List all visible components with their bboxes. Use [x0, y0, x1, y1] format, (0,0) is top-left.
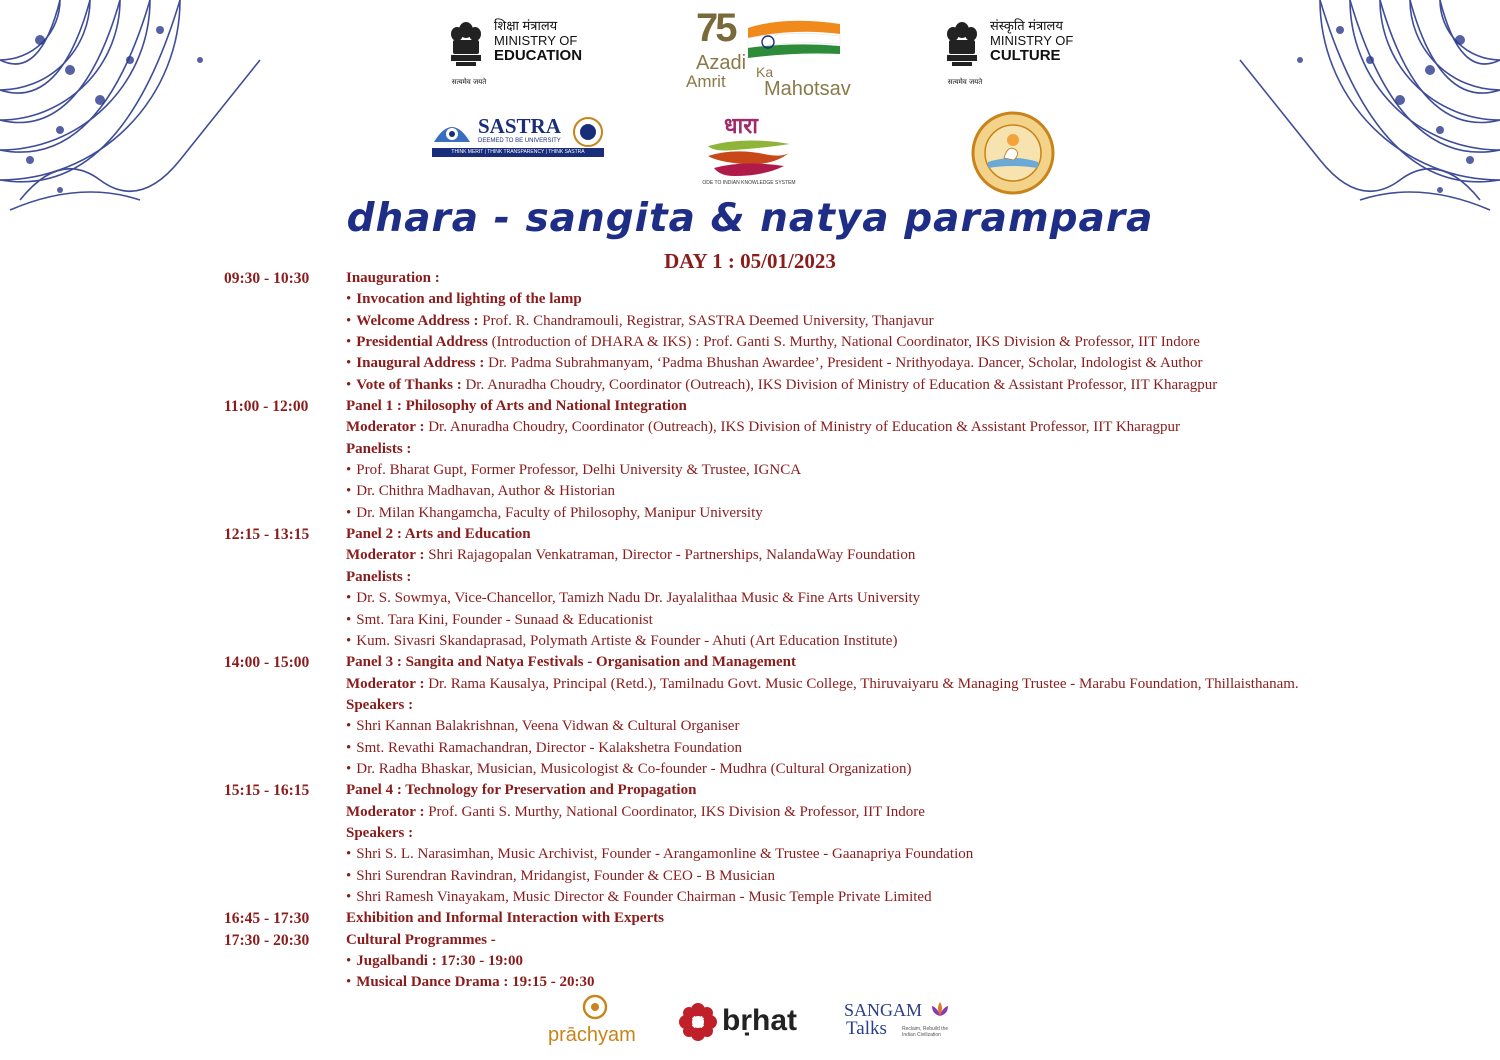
ministry-line1: MINISTRY OF: [494, 33, 578, 48]
dhara-logo: [696, 106, 802, 194]
schedule-row: [224, 652, 1474, 673]
schedule-line: [346, 524, 531, 545]
schedule-line-bold: Inauguration :: [346, 270, 440, 286]
schedule-row: [224, 289, 1474, 310]
schedule-row: [224, 439, 1474, 460]
session-time: 17:30 - 20:30: [224, 931, 310, 949]
schedule-bullet-item: [346, 887, 932, 908]
prachyam-logo: [546, 994, 642, 1048]
schedule-line: [346, 652, 796, 673]
schedule-bullet-item: [346, 311, 934, 332]
national-emblem-icon: [448, 18, 484, 80]
schedule-line-bold: Speakers :: [346, 824, 414, 841]
iks-seal-icon: [970, 110, 1056, 196]
schedule-line-text: Dr. S. Sowmya, Vice-Chancellor, Tamizh Nadu Dr. Jayalalithaa Music & Fine Arts University: [356, 590, 921, 607]
schedule-row: [224, 524, 1474, 545]
schedule-row: [224, 396, 1474, 417]
schedule-line-text: Dr. Padma Subrahmanyam, ‘Padma Bhushan Awardee’, President - Nrithyodaya. Dancer, Scholar, Indologist & Author: [484, 355, 1203, 372]
bullet-icon: •: [346, 590, 352, 607]
indian-knowledge-systems-seal: [970, 110, 1056, 196]
sangam-talks-logo: [844, 1000, 964, 1046]
schedule-line: [346, 780, 696, 801]
ministry-of-education-logo: [448, 18, 583, 86]
ministry-of-culture-logo: [944, 18, 1074, 86]
schedule-row: [224, 695, 1474, 716]
schedule-line: [346, 545, 915, 566]
day-title: DAY 1 : 05/01/2023: [664, 249, 836, 273]
schedule-line-bold: Exhibition and Informal Interaction with Experts: [346, 910, 664, 927]
session-time: 12:15 - 13:15: [224, 526, 310, 544]
schedule-line-bold: Musical Dance Drama : 19:15 - 20:30: [356, 974, 595, 991]
session-time: 16:45 - 17:30: [224, 910, 310, 928]
schedule-line-text: Prof. Ganti S. Murthy, National Coordinator, IKS Division & Professor, IIT Indore: [424, 803, 925, 820]
schedule-bullet-item: [346, 631, 897, 652]
schedule-line-text: Smt. Revathi Ramachandran, Director - Kalakshetra Foundation: [356, 739, 742, 756]
schedule-row: [224, 353, 1474, 374]
brhat-name: bṛhat: [722, 1004, 797, 1037]
schedule-row: [224, 716, 1474, 737]
dhara-wave-icon: [704, 136, 794, 180]
schedule-row: [224, 951, 1474, 972]
bullet-icon: •: [346, 953, 352, 969]
schedule-line-bold: Panel 3 : Sangita and Natya Festivals - Organisation and Management: [346, 654, 797, 671]
ministry-hindi-name: संस्कृति मंत्रालय: [990, 18, 1063, 33]
schedule-line-text: Dr. Rama Kausalya, Principal (Retd.), Tamilnadu Govt. Music College, Thiruvaiyaru & Managing Trustee - Marabu Foundation, Thillaisthanam.: [424, 675, 1299, 692]
schedule-row: [224, 759, 1474, 780]
schedule-line-bold: Panel 4 : Technology for Preservation and Propagation: [346, 782, 697, 799]
schedule-bullet-item: [346, 503, 763, 524]
sangam-name: SANGAM: [844, 1000, 923, 1020]
bullet-icon: •: [346, 376, 352, 393]
schedule-line-bold: Panel 2 : Arts and Education: [346, 526, 531, 543]
schedule-bullet-item: [346, 588, 920, 609]
schedule-row: [224, 375, 1474, 396]
schedule-bullet-item: [346, 759, 912, 780]
schedule-line: [346, 908, 664, 929]
schedule-bullet-item: [346, 610, 653, 631]
schedule-line-bold: Vote of Thanks :: [356, 376, 462, 393]
schedule-row: [224, 268, 1474, 289]
aka-line1: Azadi: [696, 52, 747, 74]
bullet-icon: •: [346, 974, 352, 991]
azadi-ka-amrit-mahotsav-logo: [686, 6, 851, 98]
brhat-logo: [678, 1000, 808, 1046]
schedule-row: [224, 738, 1474, 759]
dhara-logo-caption: ODE TO INDIAN KNOWLEDGE SYSTEM: [702, 180, 796, 186]
schedule-bullet-item: [346, 866, 775, 887]
sastra-emblem-icon: [432, 116, 472, 146]
session-time: 09:30 - 10:30: [224, 270, 310, 287]
schedule-line: [346, 268, 440, 289]
schedule-line-text: Dr. Anuradha Choudry, Coordinator (Outreach), IKS Division of Ministry of Education & Assistant Professor, IIT Kharagpur: [461, 376, 1218, 393]
ministry-hindi-name: शिक्षा मंत्रालय: [494, 18, 558, 33]
flag-icon: [744, 14, 844, 58]
sangam-talks-label: Talks: [846, 1018, 887, 1039]
schedule-row: [224, 460, 1474, 481]
mandala-decoration-right: [1220, 0, 1500, 220]
bullet-icon: •: [346, 718, 352, 735]
schedule-line-bold: Moderator :: [346, 803, 425, 820]
sastra-tagline: THINK MERIT | THINK TRANSPARENCY | THINK SASTRA: [432, 148, 604, 157]
schedule-row: [224, 674, 1474, 695]
schedule-line-bold: Cultural Programmes -: [346, 931, 496, 948]
national-emblem-icon: [944, 18, 980, 80]
schedule-line-text: Shri Surendran Ravindran, Mridangist, Founder & CEO - B Musician: [356, 867, 775, 884]
schedule-line-bold: Inaugural Address :: [356, 355, 485, 372]
bullet-icon: •: [346, 632, 352, 649]
schedule-line: [346, 802, 925, 823]
schedule-line-text: Prof. Bharat Gupt, Former Professor, Delhi University & Trustee, IGNCA: [356, 462, 802, 479]
schedule-row: [224, 631, 1474, 652]
schedule-row: [224, 823, 1474, 844]
schedule-line-bold: Moderator :: [346, 675, 425, 692]
schedule-line-bold: Panel 1 : Philosophy of Arts and National Integration: [346, 398, 687, 415]
schedule-line: [346, 439, 411, 460]
schedule-line-text: (Introduction of DHARA & IKS) : Prof. Ganti S. Murthy, National Coordinator, IKS Division & Professor, IIT Indore: [487, 334, 1200, 351]
bullet-icon: •: [346, 739, 352, 756]
event-title: dhara - sangita & natya parampara: [346, 196, 1154, 241]
schedule-line-text: Dr. Radha Bhaskar, Musician, Musicologist & Co-founder - Mudhra (Cultural Organization): [356, 760, 912, 777]
schedule-line-text: Shri Rajagopalan Venkatraman, Director - Partnerships, NalandaWay Foundation: [424, 547, 916, 564]
schedule-line-bold: Speakers :: [346, 696, 414, 713]
schedule-line-bold: Invocation and lighting of the lamp: [356, 291, 582, 308]
schedule-line-bold: Moderator :: [346, 547, 425, 564]
schedule-line-text: Shri Kannan Balakrishnan, Veena Vidwan & Cultural Organiser: [356, 718, 740, 735]
sastra-subtitle: DEEMED TO BE UNIVERSITY: [478, 138, 561, 144]
sastra-name: SASTRA: [478, 114, 561, 138]
aka-line3: Mahotsav: [764, 78, 851, 100]
schedule-line-text: Shri Ramesh Vinayakam, Music Director & Founder Chairman - Music Temple Private Limited: [356, 888, 932, 905]
schedule-row: [224, 332, 1474, 353]
schedule-line-bold: Moderator :: [346, 419, 425, 436]
bullet-icon: •: [346, 611, 352, 628]
dhara-logo-title: धारा: [724, 114, 758, 139]
schedule-row: [224, 802, 1474, 823]
schedule-row: [224, 610, 1474, 631]
schedule-line: [346, 930, 496, 951]
schedule-line-bold: Welcome Address :: [356, 312, 479, 329]
schedule-line-bold: Jugalbandi : 17:30 - 19:00: [356, 953, 523, 969]
schedule-line-bold: Panelists :: [346, 440, 412, 457]
sangam-tagline: Reclaim, Rebuild the Indian Civilization: [902, 1026, 949, 1038]
schedule-row: [224, 887, 1474, 908]
schedule-bullet-item: [346, 844, 973, 865]
bullet-icon: •: [346, 888, 352, 905]
schedule-line-bold: Panelists :: [346, 568, 412, 585]
schedule-line-text: Prof. R. Chandramouli, Registrar, SASTRA Deemed University, Thanjavur: [478, 312, 934, 329]
schedule-row: [224, 545, 1474, 566]
schedule-bullet-item: [346, 332, 1200, 353]
schedule-bullet-item: [346, 460, 801, 481]
schedule-line: [346, 674, 1299, 695]
bullet-icon: •: [346, 760, 352, 777]
prachyam-name: prāchyam: [548, 1024, 636, 1046]
schedule-bullet-item: [346, 951, 523, 972]
sastra-university-logo: [432, 114, 606, 158]
sastra-seal-icon: [572, 116, 604, 148]
schedule: [224, 268, 1474, 994]
lotus-icon: [928, 1000, 952, 1018]
schedule-row: [224, 780, 1474, 801]
schedule-bullet-item: [346, 289, 582, 310]
bullet-icon: •: [346, 867, 352, 884]
session-time: 11:00 - 12:00: [224, 398, 309, 416]
schedule-line: [346, 417, 1180, 438]
schedule-line-text: Smt. Tara Kini, Founder - Sunaad & Educationist: [356, 611, 653, 628]
schedule-bullet-item: [346, 716, 739, 737]
schedule-line-text: Shri S. L. Narasimhan, Music Archivist, Founder - Arangamonline & Trustee - Gaanapriya Foundation: [356, 846, 974, 863]
schedule-line-text: Dr. Anuradha Choudry, Coordinator (Outreach), IKS Division of Ministry of Education & Assistant Professor, IIT Kharagpur: [424, 419, 1180, 436]
schedule-bullet-item: [346, 481, 615, 502]
schedule-row: [224, 866, 1474, 887]
schedule-line: [346, 567, 411, 588]
bullet-icon: •: [346, 504, 352, 521]
schedule-bullet-item: [346, 353, 1202, 374]
bullet-icon: •: [346, 483, 352, 500]
emblem-caption: सत्यमेव जयते: [451, 78, 487, 86]
schedule-row: [224, 567, 1474, 588]
session-time: 15:15 - 16:15: [224, 782, 310, 800]
schedule-row: [224, 908, 1474, 929]
aka-line2: Amrit: [686, 72, 726, 91]
ministry-line2: EDUCATION: [494, 47, 583, 64]
ministry-line2: CULTURE: [990, 47, 1061, 64]
brhat-flower-icon: [678, 1002, 718, 1042]
bullet-icon: •: [346, 291, 352, 308]
schedule-line-text: Kum. Sivasri Skandaprasad, Polymath Artiste & Founder - Ahuti (Art Education Institute): [356, 632, 898, 649]
bullet-icon: •: [346, 355, 352, 372]
bullet-icon: •: [346, 846, 352, 863]
mandala-decoration-left: [0, 0, 280, 220]
schedule-line-text: Dr. Milan Khangamcha, Faculty of Philosophy, Manipur University: [356, 504, 763, 521]
schedule-row: [224, 844, 1474, 865]
schedule-bullet-item: [346, 375, 1217, 396]
prachyam-icon: [582, 994, 608, 1020]
bullet-icon: •: [346, 312, 352, 329]
schedule-line-bold: Presidential Address: [356, 334, 488, 351]
session-time: 14:00 - 15:00: [224, 654, 310, 672]
schedule-row: [224, 503, 1474, 524]
ministry-line1: MINISTRY OF: [990, 33, 1074, 48]
schedule-bullet-item: [346, 738, 742, 759]
aka-number: 75: [696, 6, 735, 50]
schedule-row: [224, 972, 1474, 993]
schedule-row: [224, 930, 1474, 951]
schedule-row: [224, 311, 1474, 332]
schedule-row: [224, 417, 1474, 438]
schedule-row: [224, 481, 1474, 502]
schedule-line: [346, 823, 413, 844]
schedule-line: [346, 396, 687, 417]
bullet-icon: •: [346, 462, 352, 479]
aka-ka: Ka: [756, 64, 774, 80]
schedule-line-text: Dr. Chithra Madhavan, Author & Historian: [356, 483, 615, 500]
schedule-bullet-item: [346, 972, 595, 993]
schedule-line: [346, 695, 413, 716]
schedule-row: [224, 588, 1474, 609]
emblem-caption: सत्यमेव जयते: [947, 78, 983, 86]
bullet-icon: •: [346, 334, 352, 351]
